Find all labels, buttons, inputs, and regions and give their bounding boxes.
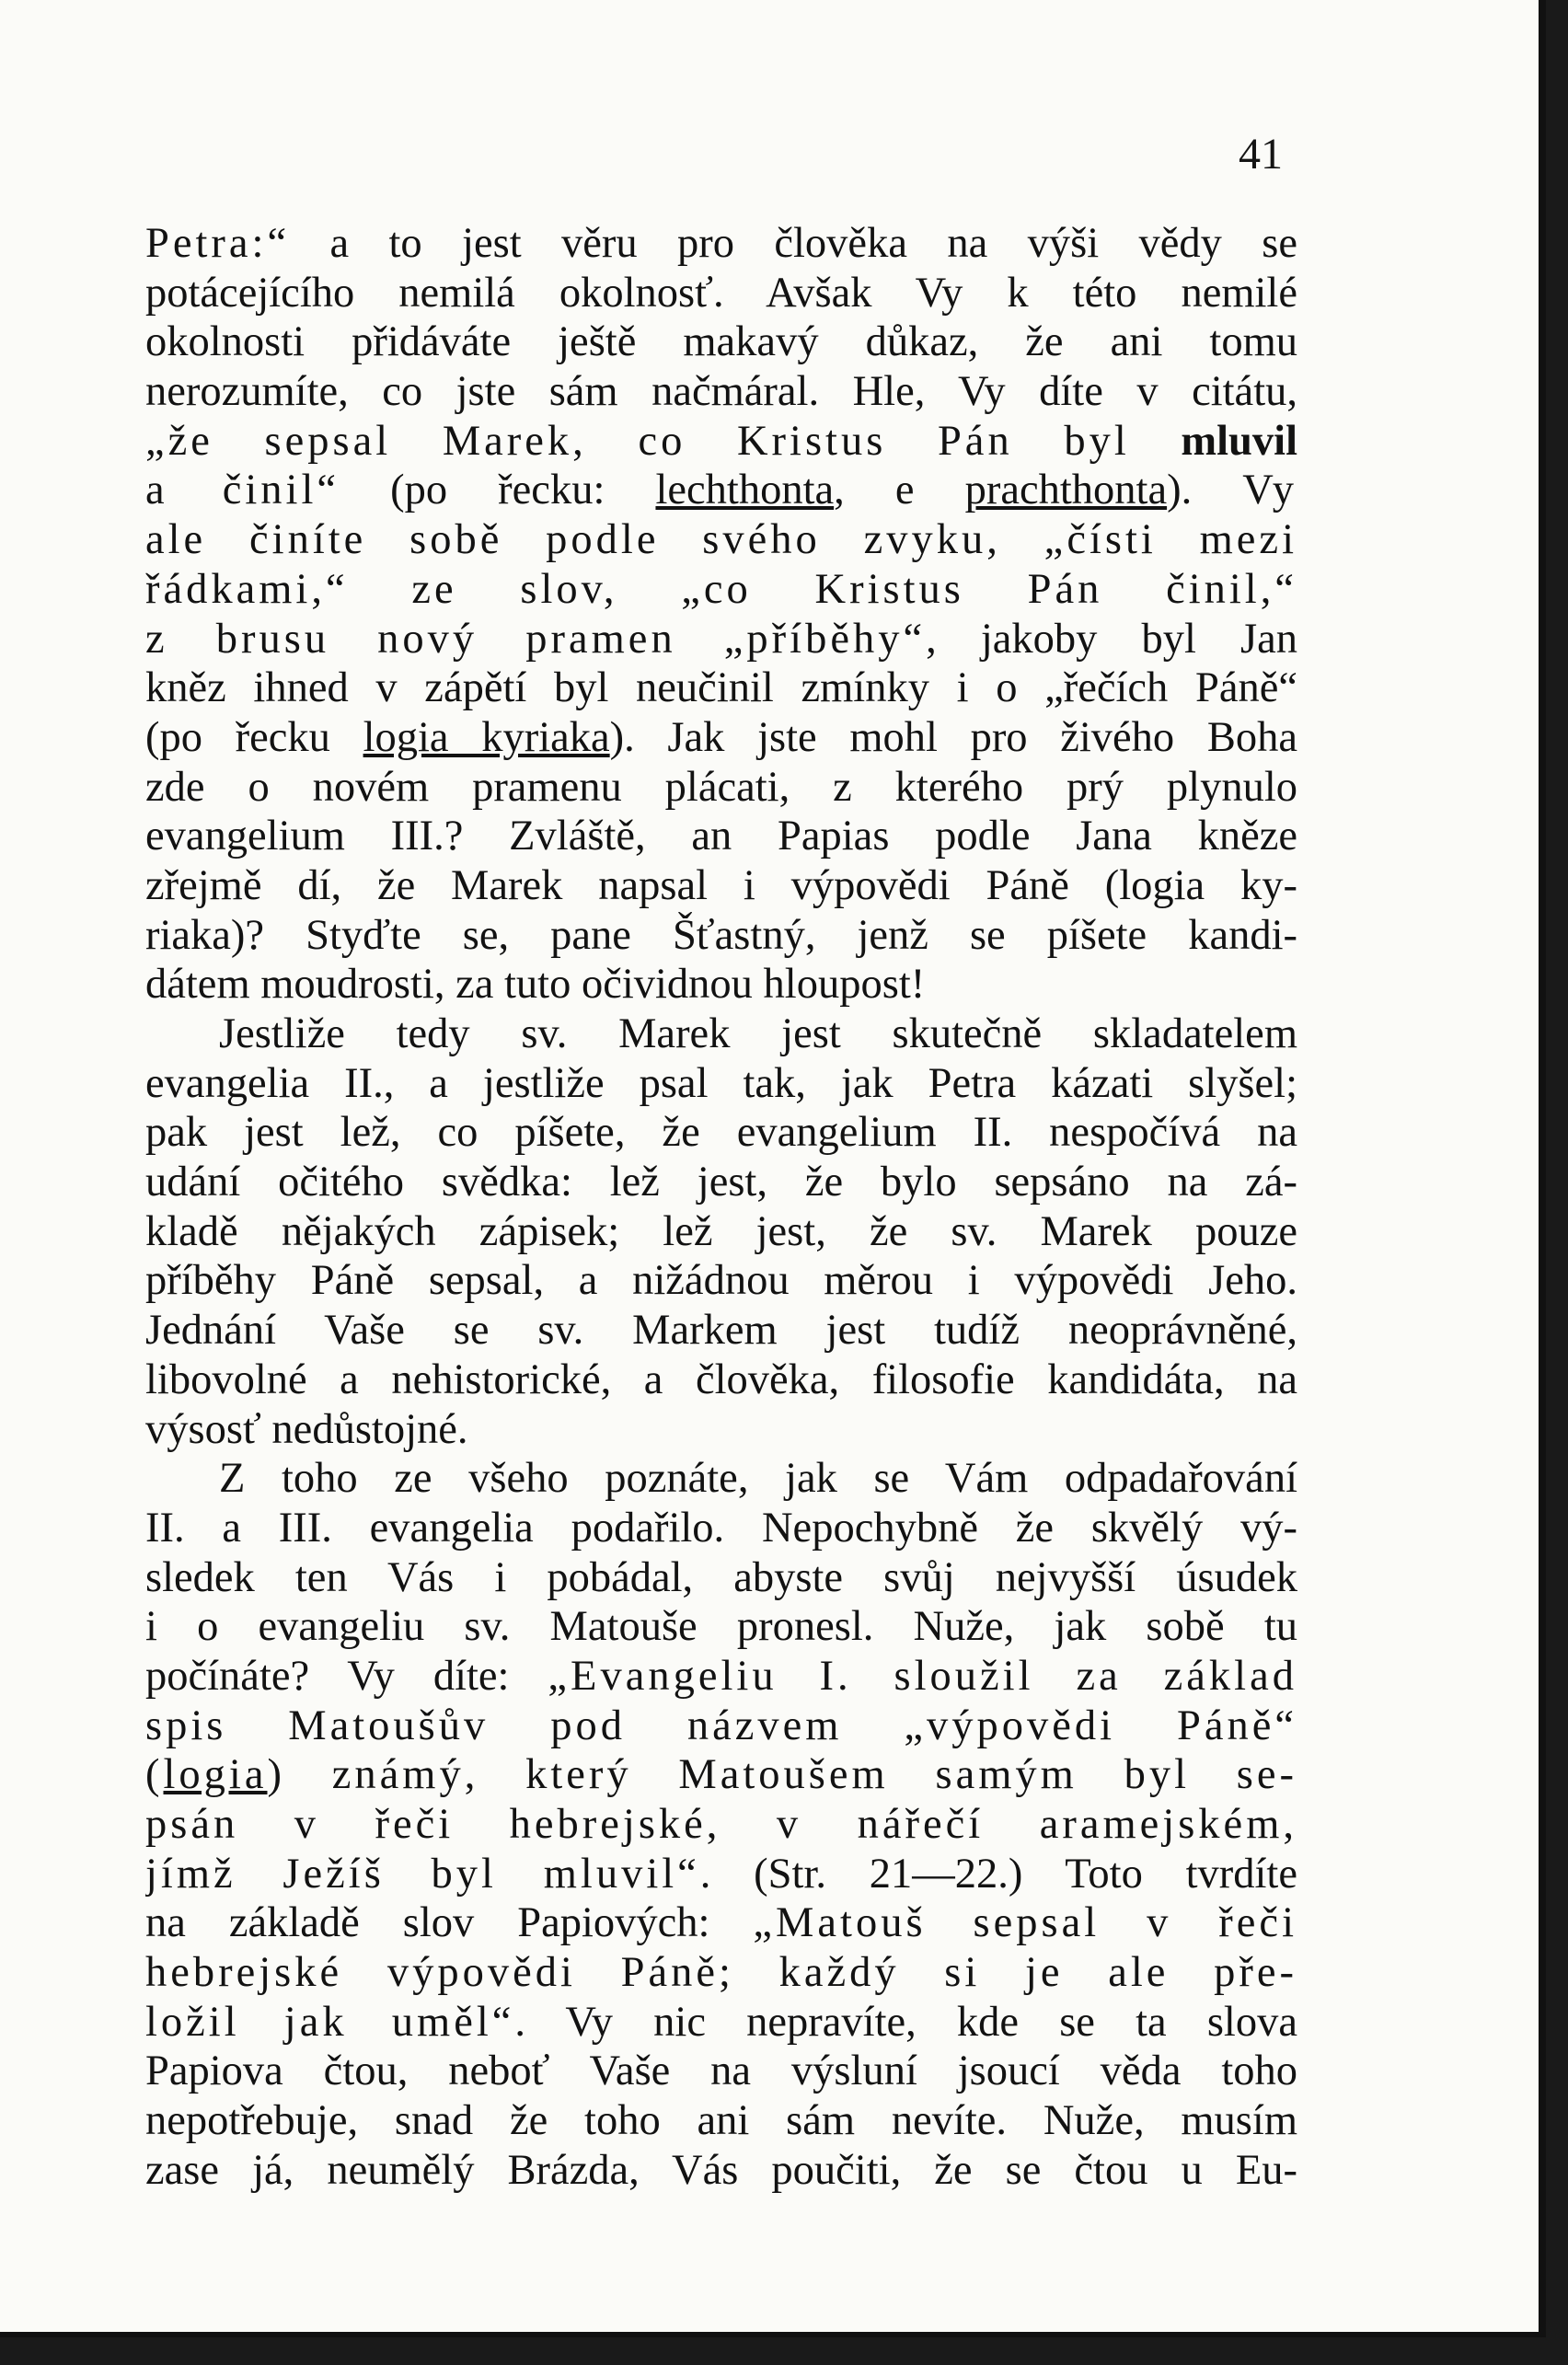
spaced-text: „že sepsal Marek, co Kristus Pán byl <box>145 417 1182 465</box>
text-run: evangelium III.? Zvláště, an Papias podle Jana kněze <box>145 813 1297 860</box>
spaced-text: ) známý, který Matoušem samým byl se- <box>267 1751 1297 1799</box>
spaced-text: ( <box>145 1751 164 1799</box>
text-line <box>145 1652 1297 1702</box>
text-run: Jednání Vaše se sv. Markem jest tudíž neoprávněné, <box>145 1307 1297 1355</box>
text-run: libovolné a nehistorické, a člověka, filosofie kandidáta, na <box>145 1356 1297 1403</box>
text-line <box>145 317 1297 367</box>
text-run: potácejícího nemilá okolnosť. Avšak Vy k této nemilé <box>145 269 1297 317</box>
text-line <box>145 713 1297 763</box>
text-line <box>145 1059 1297 1109</box>
spaced-text: hebrejské výpovědi Páně; každý si je ale pře- <box>145 1949 1297 1997</box>
text-run: , e <box>834 467 965 514</box>
text-line <box>145 911 1297 961</box>
text-line <box>145 1306 1297 1356</box>
text-run: ). Jak jste mohl pro živého Boha <box>609 713 1297 761</box>
paragraph-start-line <box>145 1009 1297 1059</box>
underlined-text: logia <box>163 1751 268 1799</box>
underlined-text: logia kyriaka <box>363 713 610 761</box>
text-line <box>145 2096 1297 2146</box>
text-run: výsosť nedůstojné. <box>145 1405 468 1453</box>
text-run: II. a III. evangelia podařilo. Nepochybně že skvělý vý- <box>145 1504 1297 1552</box>
text-line <box>145 1108 1297 1158</box>
text-run: Papiova čtou, neboť Vaše na výsluní jsoucí věda toho <box>145 2048 1297 2095</box>
text-line <box>145 615 1297 664</box>
text-run: (po řecku: <box>340 467 656 514</box>
text-line <box>145 663 1297 713</box>
text-run: nerozumíte, co jste sám načmáral. Hle, Vy díte v citátu, <box>145 368 1297 416</box>
text-run: i o evangeliu sv. Matouše pronesl. Nuže, jak sobě tu <box>145 1603 1297 1651</box>
text-line <box>145 2146 1297 2196</box>
text-line <box>145 1850 1297 1899</box>
text-line <box>145 1553 1297 1603</box>
text-run: Jestliže tedy sv. Marek jest skutečně skladatelem <box>219 1010 1297 1057</box>
text-line <box>145 466 1297 515</box>
text-run: okolnosti přidáváte ještě makavý důkaz, že ani tomu <box>145 318 1297 366</box>
spaced-text: „Evangeliu I. sloužil za základ <box>548 1652 1297 1700</box>
text-line <box>145 2047 1297 2096</box>
text-line <box>145 1504 1297 1553</box>
spaced-text: psán v řeči hebrejské, v nářečí aramejském, <box>145 1801 1297 1848</box>
text-run: evangelia II., a jestliže psal tak, jak Petra kázati slyšel; <box>145 1059 1297 1107</box>
text-run: kladě nějakých zápisek; lež jest, že sv. Marek pouze <box>145 1207 1297 1255</box>
text-run: sledek ten Vás i pobádal, abyste svůj nejvyšší úsudek <box>145 1553 1297 1601</box>
text-run: příběhy Páně sepsal, a nižádnou měrou i výpovědi Jeho. <box>145 1257 1297 1305</box>
text-line <box>145 763 1297 813</box>
body-text <box>145 219 1297 2196</box>
text-line <box>145 1702 1297 1751</box>
text-line <box>145 960 1297 1009</box>
underlined-text: lechthonta <box>655 467 835 514</box>
text-run: pak jest lež, co píšete, že evangelium II. nespočívá na <box>145 1109 1297 1157</box>
text-run: zase já, neumělý Brázda, Vás poučiti, že se čtou u Eu- <box>145 2146 1297 2194</box>
text-line <box>145 1750 1297 1800</box>
text-line <box>145 1800 1297 1850</box>
spaced-text: ložil jak uměl“ <box>145 1998 515 2046</box>
text-run: Z toho ze všeho poznáte, jak se Vám odpadařování <box>219 1455 1297 1503</box>
spaced-text: jímž Ježíš byl mluvil“ <box>145 1850 700 1898</box>
text-line <box>145 1207 1297 1257</box>
text-line <box>145 1898 1297 1948</box>
text-run: kněz ihned v zápětí byl neučinil zmínky i o „řečích Páně“ <box>145 664 1297 712</box>
text-line <box>145 269 1297 318</box>
spaced-text: z brusu nový pramen „příběhy“ <box>145 615 927 663</box>
spaced-text: Vy <box>1242 467 1297 514</box>
text-line <box>145 1158 1297 1207</box>
text-line <box>145 1405 1297 1455</box>
text-line <box>145 1998 1297 2048</box>
text-line <box>145 565 1297 615</box>
spaced-text: ale činíte sobě podle svého zvyku, „čísti mezi <box>145 516 1297 564</box>
text-run: riaka)? Styďte se, pane Šťastný, jenž se píšete kandi- <box>145 911 1297 959</box>
text-line <box>145 417 1297 467</box>
underlined-text: prachthonta <box>964 467 1168 514</box>
text-run: , jakoby byl Jan <box>926 615 1297 663</box>
text-run: dátem moudrosti, za tuto očividnou hloupost! <box>145 961 926 1009</box>
spaced-text: „Matouš sepsal v řeči <box>753 1899 1297 1947</box>
text-line <box>145 861 1297 911</box>
text-run: nepotřebuje, snad že toho ani sám nevíte. Nuže, musím <box>145 2097 1297 2145</box>
text-line <box>145 367 1297 417</box>
spaced-text: Petra:“ <box>145 220 291 267</box>
text-line <box>145 219 1297 269</box>
text-run: (po řecku <box>145 713 363 761</box>
spaced-text: řádkami,“ ze slov, „co Kristus Pán činil,“ <box>145 565 1297 613</box>
text-run: na základě slov Papiových: <box>145 1899 754 1947</box>
text-run: počínáte? Vy díte: <box>145 1652 548 1700</box>
text-line <box>145 515 1297 565</box>
text-run: . Vy nic nepravíte, kde se ta slova <box>514 1998 1297 2046</box>
text-run: ). <box>1167 467 1243 514</box>
text-line <box>145 1256 1297 1306</box>
text-run: . (Str. 21—22.) Toto tvrdíte <box>699 1850 1297 1898</box>
bold-text: mluvil <box>1181 417 1297 465</box>
spaced-text: a činil“ <box>145 467 340 514</box>
page-number: 41 <box>1239 130 1283 179</box>
text-run: zde o novém pramenu plácati, z kterého prý plynulo <box>145 763 1297 811</box>
text-run: zřejmě dí, že Marek napsal i výpovědi Páně (logia ky- <box>145 861 1297 909</box>
text-line <box>145 1948 1297 1998</box>
paragraph-start-line <box>145 1454 1297 1504</box>
spaced-text: spis Matoušův pod názvem „výpovědi Páně“ <box>145 1702 1297 1749</box>
text-run: a to jest věru pro člověka na výši vědy se <box>290 220 1297 267</box>
text-line <box>145 812 1297 861</box>
text-line <box>145 1602 1297 1652</box>
text-run: udání očitého svědka: lež jest, že bylo sepsáno na zá- <box>145 1159 1297 1206</box>
text-line <box>145 1356 1297 1405</box>
